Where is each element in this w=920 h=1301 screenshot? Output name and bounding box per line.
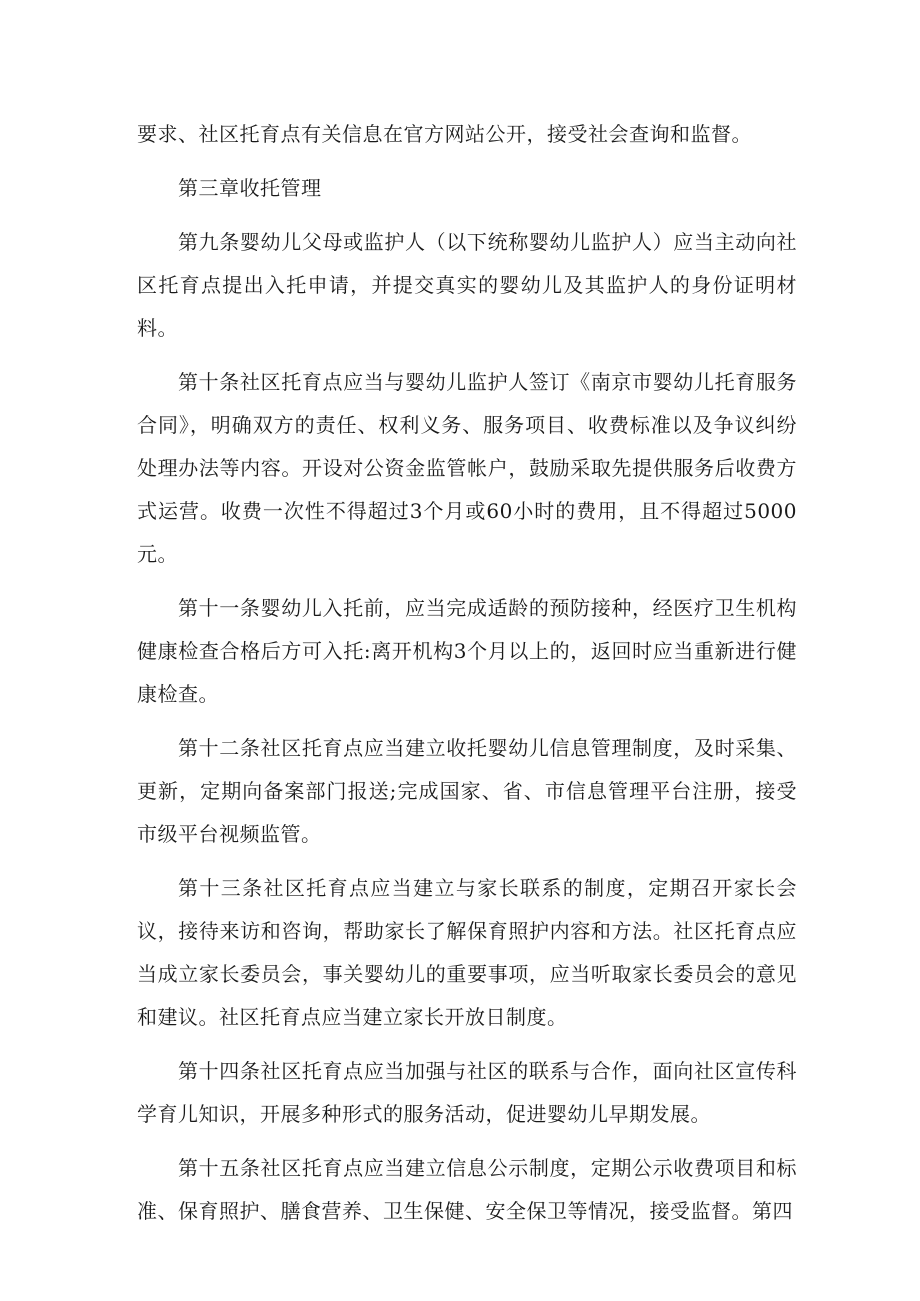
article-15: 第十五条社区托育点应当建立信息公示制度，定期公示收费项目和标准、保育照护、膳食营养、卫生保健、安全保卫等情况，接受监督。第四 [137, 1156, 797, 1223]
chapter-heading: 第三章收托管理 [178, 176, 322, 200]
document-body [137, 113, 797, 1244]
article-13: 第十三条社区托育点应当建立与家长联系的制度，定期召开家长会议，接待来访和咨询，帮助家长了解保育照护内容和方法。社区托育点应当成立家长委员会，事关婴幼儿的重要事项，应当听取家长委员会的意见和建议。社区托育点应当建立家长开放日制度。 [137, 876, 797, 1029]
article-11: 第十一条婴幼儿入托前，应当完成适龄的预防接种，经医疗卫生机构健康检查合格后方可入托:离开机构3个月以上的，返回时应当重新进行健康检查。 [137, 596, 797, 706]
article-14: 第十四条社区托育点应当加强与社区的联系与合作，面向社区宣传科学育儿知识，开展多种形式的服务活动，促进婴幼儿早期发展。 [137, 1059, 797, 1126]
article-10: 第十条社区托育点应当与婴幼儿监护人签订《南京市婴幼儿托育服务合同》，明确双方的责任、权利义务、服务项目、收费标准以及争议纠纷处理办法等内容。开设对公资金监管帐户，鼓励采取先提供服务后收费方式运营。收费一次性不得超过3个月或60小时的费用，且不得超过5000元。 [137, 370, 797, 566]
article-12: 第十二条社区托育点应当建立收托婴幼儿信息管理制度，及时采集、更新，定期向备案部门报送;完成国家、省、市信息管理平台注册，接受市级平台视频监管。 [137, 736, 797, 846]
article-9: 第九条婴幼儿父母或监护人（以下统称婴幼儿监护人）应当主动向社区托育点提出入托申请，并提交真实的婴幼儿及其监护人的身份证明材料。 [137, 230, 797, 340]
paragraph-continuation: 要求、社区托育点有关信息在官方网站公开，接受社会查询和监督。 [137, 122, 752, 146]
